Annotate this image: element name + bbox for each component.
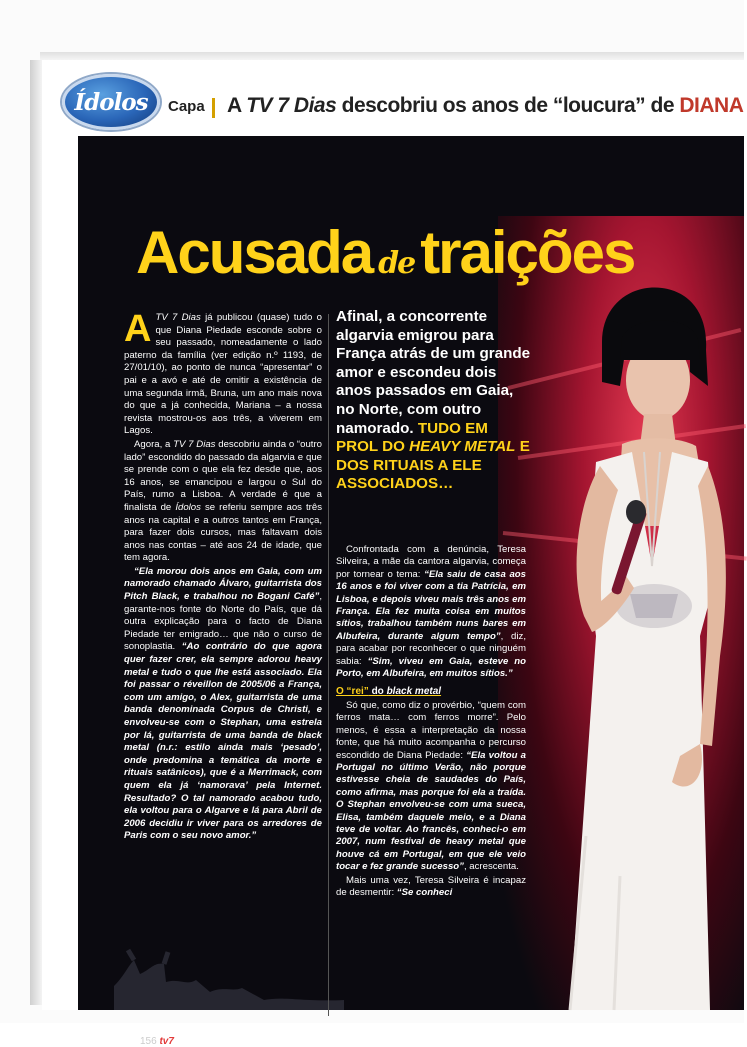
paragraph-text: Mais uma vez, Teresa Silveira é incapaz de desmentir: <box>336 874 526 898</box>
article-spread <box>78 136 744 1047</box>
magazine-page <box>42 60 744 1047</box>
paragraph <box>124 439 322 565</box>
quote: “Ao contrário do que agora quer fazer crer, ela sempre adorou heavy metal e tudo o que lhe está associado. Ela foi passar o réveillon de 2005/06 a França, com um amigo, o Alex, guitarrista de uma banda denominada Corpus de Christi, e envolveu-se com o Stephan, uma estrela por lá, guitarrista de uma banda de black metal (n.r.: estilo ainda mais ‘pesado’, onde predomina a temática da morte e rituais satânicos), que é a Merrimack, com quem ela já ‘namorava’ pela Internet. Resultado? O tal namorado acabou tudo, ela voltou para o Algarve e lá para Abril de 2006 decidiu ir viver para os arredores de Paris com o seu novo amor.” <box>124 641 322 842</box>
headline-name: DIANA <box>679 94 744 117</box>
subheading <box>336 686 526 698</box>
page-number: 156 <box>140 1036 157 1047</box>
headline-prefix: A <box>227 94 247 117</box>
section-divider <box>212 98 215 118</box>
show-name: Ídolos <box>175 501 201 513</box>
quote: “Se conheci <box>396 886 453 898</box>
headline-middle: descobriu os anos de “loucura” de <box>336 94 680 117</box>
paragraph <box>124 566 322 843</box>
crowd-silhouette <box>114 956 344 1010</box>
paragraph-text: descobriu ainda o “outro lado” escondido do passado da algarvia e que se prende com o que ela fez desde que, aos 16 anos, se emancipou e largou o Sul do País, rumo a Lisboa. A verdade é que a finalista de <box>124 438 322 513</box>
paragraph-text: , garante-nos fonte do Norte do País, que dá outra explicação para o facto de Diana Piedade ter emigrado… que não o curso de sonoplastia. <box>124 591 322 653</box>
paragraph-text: Agora, a <box>134 438 174 450</box>
quote: “Ela morou dois anos em Gaia, com um namorado chamado Álvaro, guitarrista dos Pitch Black, e trabalhou no Bogani Café” <box>124 565 322 603</box>
lead-highlight: E DOS RITUAIS A ELE ASSOCIADOS… <box>336 438 530 493</box>
lead-paragraph <box>336 308 534 494</box>
paragraph <box>124 308 322 438</box>
paragraph-text: , diz, para acabar por reconhecer o que ninguém sabia: <box>336 630 526 667</box>
lead-highlight: TUDO EM PROL DO <box>336 419 488 456</box>
lead-text: Afinal, a concorrente algarvia emigrou para França atrás de um grande amor e escondeu dois anos passados em Gaia, no Norte, com outro namorado. <box>336 308 531 437</box>
headline-magazine: TV 7 Dias <box>246 94 337 117</box>
paragraph-text: se referiu sempre aos três anos na capital e a outros tantos em França, para fazer dois cursos, mas faltavam dois anos nas contas – até aos 24 de idade, que tem agora. <box>124 501 323 564</box>
page-footer <box>140 1036 174 1047</box>
subheading-text: do <box>368 686 387 698</box>
column-divider <box>328 314 329 1016</box>
paragraph-text: , acrescenta. <box>463 861 519 873</box>
quote: “Ela voltou a Portugal no último Verão, não porque estivesse cheia de saudades do País, como afirma, mas porque foi ela a traída. O Stephan envolveu-se com uma sueca, Elisa, também daquele meio, e a Diana teve de voltar. Ao francês, conheci-o em 2007, num festival de heavy metal que houve cá em Portugal, em que ele veio tocar e fez grande sucesso” <box>336 749 527 873</box>
paragraph <box>336 700 526 874</box>
quote: “Ela saiu de casa aos 16 anos e foi viver com a tia Patrícia, em Lisboa, e depois viveu mais três anos em França. Ela fez muita coisa em muitos sítios, trabalhou também nuns bares em Albufeira, durante algum tempo” <box>336 568 526 642</box>
title-connector: de <box>378 246 415 281</box>
drop-cap: A <box>124 308 152 350</box>
subheading-text: O “rei” <box>336 686 369 698</box>
lead-highlight: HEAVY METAL <box>409 438 516 456</box>
page-headline <box>227 94 743 118</box>
article-column-1 <box>124 308 323 844</box>
page-shadow-left <box>30 60 42 1005</box>
title-part2: traições <box>420 219 635 286</box>
magazine-name: TV 7 Dias <box>173 438 216 450</box>
magazine-name: TV 7 Dias <box>155 312 201 323</box>
paragraph-text: Confrontada com a denúncia, Teresa Silveira, a mãe da cantora algarvia, começa por tornear o tema: <box>336 544 526 580</box>
paragraph-text: já publicou (quase) tudo o que Diana Piedade esconde sobre o seu passado, nomeadamente o lado paterno da família (ver edição n.º 1193, de 27/01/10), ao ponto de nunca “apresentar” o pai e a avó e até de omitir a existência de uma segunda irmã, Bruna, um ano mais nova do que a já conhecida, Mariana – a nossa revista mostrou-os aos três, a viverem em Lagos. <box>124 312 322 437</box>
article-column-2 <box>336 544 526 900</box>
paragraph <box>336 544 526 680</box>
title-part1: Acusada <box>136 219 373 286</box>
singer-photo <box>540 276 744 1010</box>
main-title <box>136 218 634 287</box>
quote: “Sim, viveu em Gaia, esteve no Porto, em Albufeira, em muitos sítios.” <box>336 655 526 680</box>
subheading-text: black metal <box>386 686 442 698</box>
brand-logo: tv7 <box>159 1036 174 1047</box>
logo-text: Ídolos <box>74 89 148 116</box>
idolos-logo <box>62 74 160 130</box>
section-label: Capa <box>168 98 205 115</box>
paragraph-text: Só que, como diz o provérbio, “quem com ferros mata… com ferros morre”. Pelo menos, é essa a interpretação da nossa fonte, que há muito acompanha o percurso escondido de Diana Piedade: <box>336 699 526 761</box>
paragraph <box>336 875 526 900</box>
